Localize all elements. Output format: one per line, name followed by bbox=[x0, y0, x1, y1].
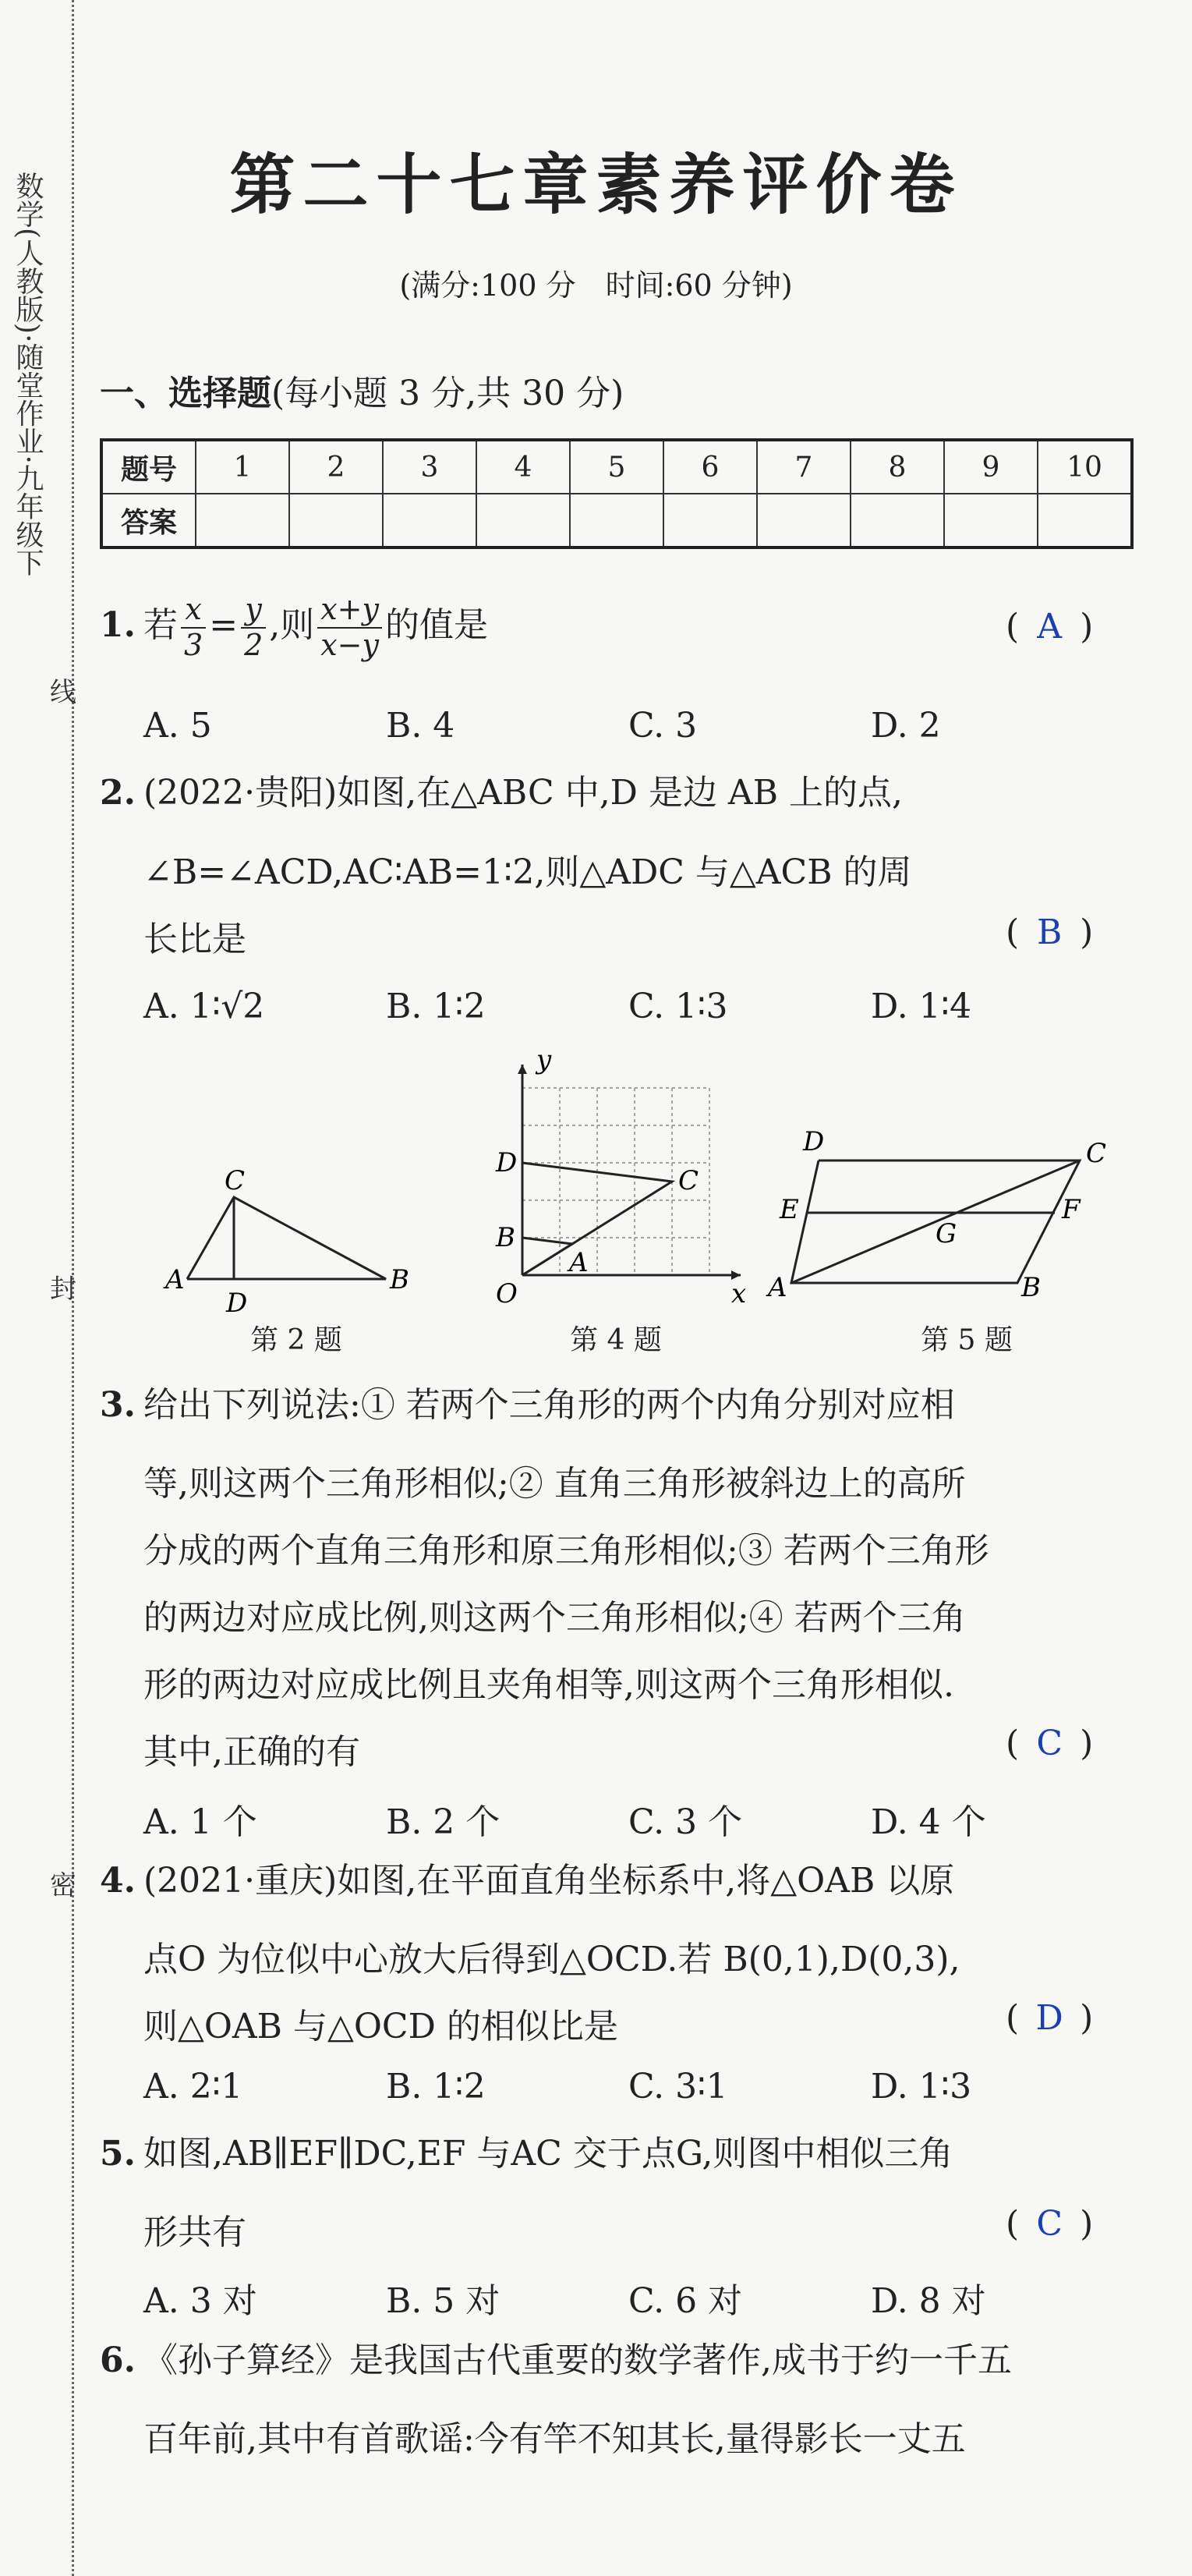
answer-letter: C bbox=[1036, 2204, 1063, 2244]
question-number: 3. bbox=[100, 1385, 136, 1425]
option-b: B. 2 个 bbox=[386, 1802, 500, 1842]
question-number-cell: 3 bbox=[383, 440, 476, 494]
question-3 bbox=[100, 1385, 955, 1425]
q3-line: 形的两边对应成比例且夹角相等,则这两个三角形相似. bbox=[143, 1665, 954, 1705]
label-y: y bbox=[536, 1045, 552, 1075]
numerator: y bbox=[241, 593, 266, 629]
option-c: C. 6 对 bbox=[628, 2281, 743, 2321]
q3-line: 分成的两个直角三角形和原三角形相似;③ 若两个三角形 bbox=[143, 1531, 989, 1571]
q2-line: ∠B=∠ACD,AC∶AB=1∶2,则△ADC 与△ACB 的周 bbox=[143, 852, 912, 892]
question-number: 4. bbox=[100, 1861, 136, 1901]
option-a: A. 1∶√2 bbox=[143, 987, 265, 1026]
question-2 bbox=[100, 773, 904, 813]
q1-text: ,则 bbox=[269, 605, 315, 646]
question-number-cell: 7 bbox=[757, 440, 851, 494]
fraction bbox=[317, 593, 382, 662]
answer-bracket: ( A ) bbox=[1006, 607, 1094, 647]
q4-line: (2021·重庆)如图,在平面直角坐标系中,将△OAB 以原 bbox=[143, 1861, 955, 1901]
label-a: A bbox=[768, 1272, 787, 1303]
answer-bracket: ( D ) bbox=[1006, 1998, 1094, 2038]
option-a: A. 3 对 bbox=[143, 2281, 257, 2321]
figure-4-caption: 第 4 题 bbox=[570, 1324, 662, 1356]
question-number: 5. bbox=[100, 2134, 136, 2174]
q5-line: 如图,AB∥EF∥DC,EF 与AC 交于点G,则图中相似三角 bbox=[143, 2134, 953, 2174]
label-e: E bbox=[780, 1194, 799, 1225]
section-note: (每小题 3 分,共 30 分) bbox=[271, 374, 624, 413]
label-c: C bbox=[678, 1165, 699, 1196]
answer-letter: A bbox=[1037, 607, 1063, 647]
question-number-cell: 2 bbox=[289, 440, 383, 494]
label-o: O bbox=[496, 1278, 518, 1309]
q3-line: 等,则这两个三角形相似;② 直角三角形被斜边上的高所 bbox=[143, 1464, 966, 1504]
q2-line: 长比是 bbox=[143, 919, 246, 959]
table-header-cell: 题号 bbox=[101, 440, 196, 494]
q6-line: 百年前,其中有首歌谣:今有竿不知其长,量得影长一丈五 bbox=[143, 2419, 966, 2459]
figure-5-caption: 第 5 题 bbox=[921, 1324, 1013, 1356]
margin-line-mark: 线 bbox=[50, 677, 76, 708]
label-d: D bbox=[803, 1126, 825, 1157]
question-number-cell: 8 bbox=[851, 440, 944, 494]
answer-bracket: ( C ) bbox=[1006, 2204, 1094, 2244]
numerator: x+y bbox=[317, 593, 382, 629]
answer-letter: C bbox=[1036, 1724, 1063, 1763]
label-d: D bbox=[496, 1147, 518, 1178]
q1-text: 的值是 bbox=[385, 605, 488, 646]
option-d: D. 8 对 bbox=[871, 2281, 986, 2321]
answer-bracket: ( C ) bbox=[1006, 1724, 1094, 1763]
option-d: D. 1∶3 bbox=[871, 2067, 972, 2107]
question-5 bbox=[100, 2134, 953, 2174]
answer-letter: D bbox=[1035, 1998, 1063, 2038]
label-b: B bbox=[1021, 1272, 1041, 1303]
q4-line: 点O 为位似中心放大后得到△OCD.若 B(0,1),D(0,3), bbox=[143, 1940, 960, 1979]
option-b: B. 5 对 bbox=[386, 2281, 500, 2321]
q4-line: 则△OAB 与△OCD 的相似比是 bbox=[143, 2007, 618, 2046]
denominator: 2 bbox=[244, 627, 264, 662]
answer-cell[interactable] bbox=[1038, 494, 1132, 547]
fraction bbox=[181, 593, 206, 662]
option-b: B. 1∶2 bbox=[386, 2067, 486, 2107]
label-a: A bbox=[569, 1247, 589, 1278]
denominator: x−y bbox=[320, 627, 379, 662]
label-d: D bbox=[226, 1288, 248, 1319]
option-a: A. 5 bbox=[143, 706, 212, 746]
table-row bbox=[101, 494, 1132, 547]
question-number: 1. bbox=[100, 605, 136, 646]
answer-cell[interactable] bbox=[570, 494, 663, 547]
answer-table bbox=[100, 438, 1134, 549]
answer-cell[interactable] bbox=[196, 494, 289, 547]
answer-letter: B bbox=[1037, 912, 1063, 952]
question-1 bbox=[100, 593, 488, 662]
option-b: B. 1∶2 bbox=[386, 987, 486, 1026]
answer-cell[interactable] bbox=[476, 494, 570, 547]
question-6 bbox=[100, 2340, 1012, 2380]
q6-line: 《孙子算经》是我国古代重要的数学著作,成书于约一千五 bbox=[143, 2340, 1012, 2380]
question-4 bbox=[100, 1861, 955, 1901]
triangle-abc bbox=[187, 1197, 386, 1279]
q5-line: 形共有 bbox=[143, 2213, 246, 2252]
equals-sign: = bbox=[209, 605, 239, 646]
question-number-cell: 9 bbox=[944, 440, 1038, 494]
answer-cell[interactable] bbox=[289, 494, 383, 547]
option-c: C. 3 bbox=[628, 706, 698, 746]
answer-cell[interactable] bbox=[757, 494, 851, 547]
answer-cell[interactable] bbox=[851, 494, 944, 547]
option-d: D. 2 bbox=[871, 706, 941, 746]
label-x: x bbox=[731, 1278, 747, 1309]
table-row bbox=[101, 440, 1132, 494]
question-number-cell: 6 bbox=[663, 440, 757, 494]
section-title: 一、选择题 bbox=[100, 374, 271, 413]
figure-5 bbox=[766, 1126, 1106, 1303]
figure-4 bbox=[495, 1045, 746, 1309]
answer-cell[interactable] bbox=[663, 494, 757, 547]
label-a: A bbox=[165, 1264, 185, 1295]
q3-line: 其中,正确的有 bbox=[143, 1732, 360, 1772]
page-title: 第二十七章素养评价卷 bbox=[229, 146, 963, 223]
label-b: B bbox=[496, 1222, 515, 1253]
margin-seal-mark: 封 bbox=[50, 1274, 76, 1305]
question-number: 6. bbox=[100, 2340, 136, 2380]
label-c: C bbox=[225, 1165, 246, 1196]
fraction bbox=[241, 593, 266, 662]
option-a: A. 1 个 bbox=[143, 1802, 257, 1842]
q2-line: (2022·贵阳)如图,在△ABC 中,D 是边 AB 上的点, bbox=[143, 773, 904, 813]
figure-2-caption: 第 2 题 bbox=[250, 1324, 342, 1356]
answer-cell[interactable] bbox=[383, 494, 476, 547]
label-f: F bbox=[1062, 1194, 1081, 1225]
q3-line: 的两边对应成比例,则这两个三角形相似;④ 若两个三角 bbox=[143, 1598, 966, 1638]
margin-header: 数学(人教版)·随堂作业·九年级下 bbox=[12, 172, 44, 576]
margin-secret-mark: 密 bbox=[50, 1870, 76, 1901]
denominator: 3 bbox=[184, 627, 203, 662]
question-number-cell: 5 bbox=[570, 440, 663, 494]
answer-bracket: ( B ) bbox=[1006, 912, 1094, 952]
label-b: B bbox=[390, 1264, 409, 1295]
figure-2 bbox=[163, 1165, 409, 1319]
option-d: D. 4 个 bbox=[871, 1802, 986, 1842]
option-c: C. 1∶3 bbox=[628, 987, 728, 1026]
section-heading bbox=[100, 365, 624, 415]
numerator: x bbox=[181, 593, 206, 629]
option-c: C. 3∶1 bbox=[628, 2067, 728, 2107]
question-number-cell: 1 bbox=[196, 440, 289, 494]
q1-text: 若 bbox=[143, 605, 178, 646]
option-a: A. 2∶1 bbox=[143, 2067, 243, 2107]
exam-info: (满分:100 分 时间:60 分钟) bbox=[399, 268, 793, 303]
answer-cell[interactable] bbox=[944, 494, 1038, 547]
question-number-cell: 10 bbox=[1038, 440, 1132, 494]
label-c: C bbox=[1086, 1138, 1107, 1169]
option-d: D. 1∶4 bbox=[871, 987, 972, 1026]
table-header-cell: 答案 bbox=[101, 494, 196, 547]
option-c: C. 3 个 bbox=[628, 1802, 743, 1842]
option-b: B. 4 bbox=[386, 706, 455, 746]
label-g: G bbox=[936, 1218, 957, 1249]
question-number: 2. bbox=[100, 773, 136, 813]
q3-line: 给出下列说法:① 若两个三角形的两个内角分别对应相 bbox=[143, 1385, 955, 1425]
question-number-cell: 4 bbox=[476, 440, 570, 494]
triangle-oab bbox=[522, 1238, 572, 1275]
